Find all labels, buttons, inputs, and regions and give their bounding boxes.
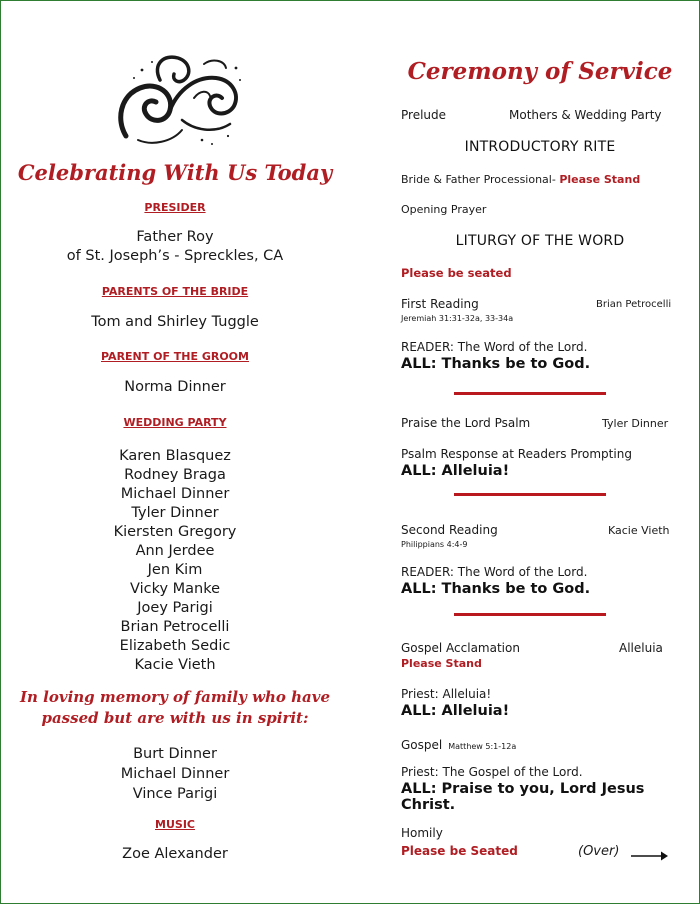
list-item: Vicky Manke (129, 581, 221, 597)
presider-label: PRESIDER (144, 201, 206, 214)
presider-parish: of St. Joseph’s - Spreckles, CA (66, 248, 284, 264)
ceremony-title: Ceremony of Service (407, 58, 673, 85)
list-item: Ann Jerdee (135, 543, 215, 559)
priest-gospel-line: Priest: The Gospel of the Lord. (401, 765, 583, 779)
list-item: Kiersten Gregory (113, 524, 237, 540)
priest-alleluia: Priest: Alleluia! (401, 687, 492, 701)
bride-parents-label: PARENTS OF THE BRIDE (101, 285, 249, 298)
wedding-party-label: WEDDING PARTY (123, 416, 227, 429)
seated-cue: Please be seated (401, 266, 512, 280)
over-label: (Over) (578, 844, 620, 859)
introductory-rite-heading: INTRODUCTORY RITE (464, 139, 616, 155)
prelude-label: Prelude (401, 108, 447, 122)
music-name: Zoe Alexander (122, 846, 228, 862)
second-reading-response: ALL: Thanks be to God. (401, 581, 591, 597)
first-reading-reader-line: READER: The Word of the Lord. (401, 340, 588, 354)
gospel-citation: Matthew 5:1-12a (448, 742, 517, 751)
memory-line-2: passed but are with us in spirit: (41, 709, 309, 727)
list-item: Brian Petrocelli (120, 619, 230, 635)
psalm-prompt: Psalm Response at Readers Prompting (401, 447, 632, 461)
stand-cue: Please Stand (401, 657, 482, 670)
first-reading-response: ALL: Thanks be to God. (401, 356, 591, 372)
section-divider (454, 493, 606, 496)
prelude-performer: Mothers & Wedding Party (509, 108, 662, 122)
groom-parent-name: Norma Dinner (124, 379, 226, 395)
list-item: Joey Parigi (137, 600, 213, 616)
gospel-response: ALL: Praise to you, Lord Jesus Christ. (401, 781, 645, 813)
gospel-acclamation-label: Gospel Acclamation (401, 641, 520, 655)
gospel-line (401, 738, 516, 752)
second-reading-citation: Philippians 4:4-9 (401, 540, 468, 549)
section-divider (454, 392, 606, 395)
homily-label: Homily (401, 826, 443, 840)
psalm-label: Praise the Lord Psalm (401, 416, 531, 430)
processional-label: Bride & Father Processional- (401, 173, 560, 186)
second-reading-reader: Kacie Vieth (608, 524, 670, 537)
processional-line (401, 173, 640, 186)
first-reading-label: First Reading (401, 297, 479, 311)
memory-name: Vince Parigi (132, 786, 218, 802)
wedding-party-list (0, 447, 350, 675)
list-item: Jen Kim (147, 562, 203, 578)
memory-name: Burt Dinner (133, 746, 217, 762)
left-heading: Celebrating With Us Today (17, 160, 333, 185)
opening-prayer: Opening Prayer (401, 203, 487, 216)
memory-name: Michael Dinner (120, 766, 230, 782)
section-divider (454, 613, 606, 616)
list-item: Tyler Dinner (131, 505, 219, 521)
list-item: Kacie Vieth (134, 657, 216, 673)
psalm-reader: Tyler Dinner (602, 417, 669, 430)
list-item: Karen Blasquez (119, 448, 231, 464)
liturgy-heading: LITURGY OF THE WORD (455, 233, 625, 249)
psalm-response: ALL: Alleluia! (401, 463, 510, 479)
gospel-acclamation-value: Alleluia (619, 641, 663, 655)
seated-cue: Please be Seated (401, 844, 518, 858)
arrow-right-icon (631, 850, 669, 862)
all-alleluia: ALL: Alleluia! (401, 703, 510, 719)
presider-name: Father Roy (136, 229, 214, 245)
first-reading-citation: Jeremiah 31:31-32a, 33-34a (401, 314, 514, 323)
memory-line-1: In loving memory of family who have (20, 688, 330, 706)
processional-cue: Please Stand (559, 173, 641, 186)
second-reading-reader-line: READER: The Word of the Lord. (401, 565, 588, 579)
first-reading-reader: Brian Petrocelli (596, 299, 672, 310)
groom-parent-label: PARENT OF THE GROOM (101, 350, 249, 363)
bride-parents-names: Tom and Shirley Tuggle (91, 314, 259, 330)
list-item: Rodney Braga (124, 467, 226, 483)
second-reading-label: Second Reading (401, 523, 498, 537)
list-item: Michael Dinner (120, 486, 230, 502)
music-label: MUSIC (155, 818, 195, 831)
list-item: Elizabeth Sedic (119, 638, 231, 654)
swirl-ornament-icon (112, 50, 248, 150)
gospel-label: Gospel (401, 738, 443, 752)
